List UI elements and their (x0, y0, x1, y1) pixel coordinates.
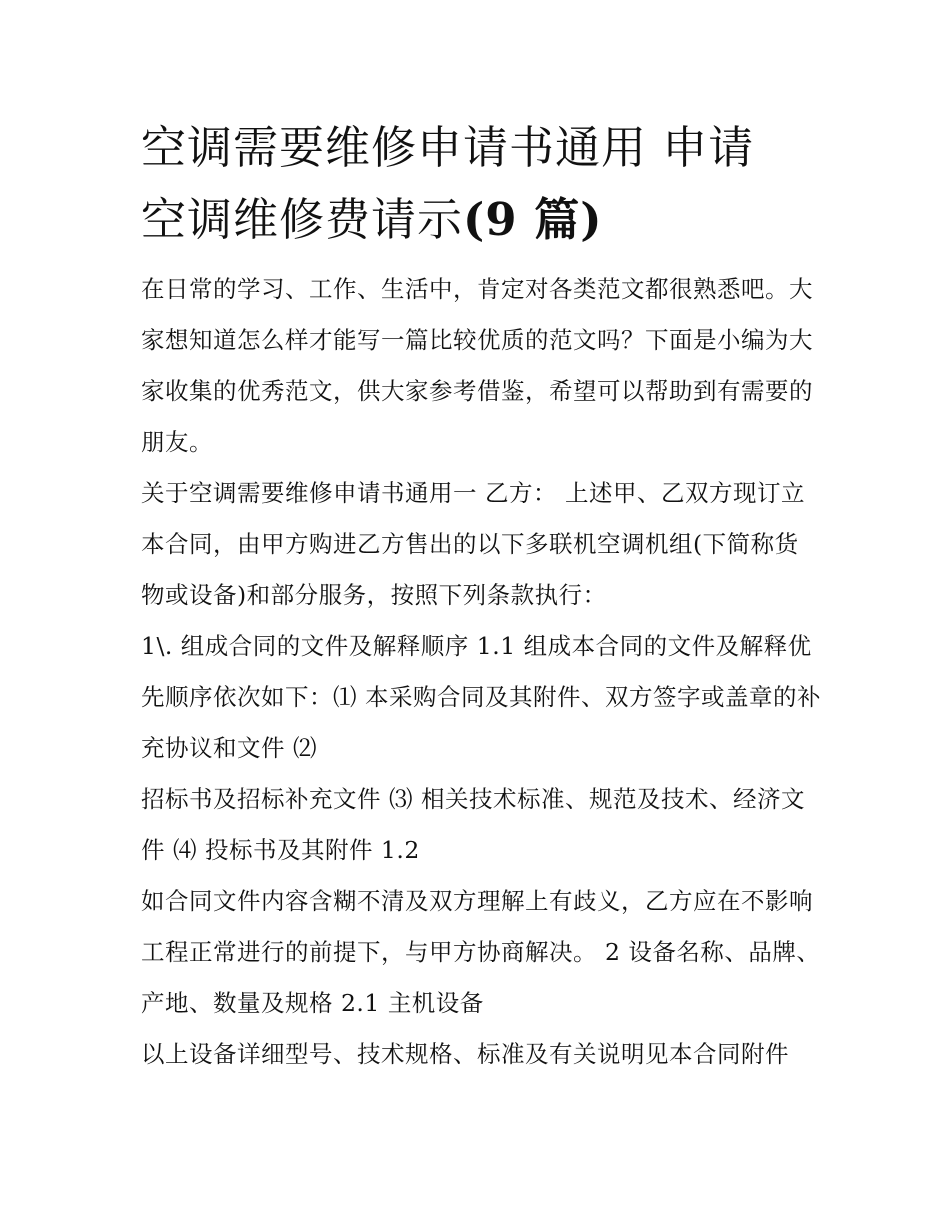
document-page (141, 112, 821, 1080)
body-paragraph: 招标书及招标补充文件 ⑶ 相关技术标准、规范及技术、经济文件 ⑷ 投标书及其附件 1.2 (141, 785, 805, 864)
document-title (141, 112, 821, 256)
body-paragraph: 以上设备详细型号、技术规格、标准及有关说明见本合同附件 (141, 1040, 789, 1068)
title-line-1: 空调需要维修申请书通用 申请 (141, 121, 755, 174)
body-paragraph: 1\. 组成合同的文件及解释顺序 1.1 组成本合同的文件及解释优先顺序依次如下：⑴ 本采购合同及其附件、双方签字或盖章的补充协议和文件 ⑵ (141, 632, 821, 762)
body-paragraph: 如合同文件内容含糊不清及双方理解上有歧义，乙方应在不影响工程正常进行的前提下，与甲方协商解决。 2 设备名称、品牌、产地、数量及规格 2.1 主机设备 (141, 887, 821, 1017)
body-paragraph: 关于空调需要维修申请书通用一 乙方： 上述甲、乙双方现订立本合同，由甲方购进乙方售出的以下多联机空调机组(下简称货物或设备)和部分服务，按照下列条款执行： (141, 479, 805, 609)
title-line-2-count: (9 篇) (463, 193, 603, 246)
intro-paragraph: 在日常的学习、工作、生活中，肯定对各类范文都很熟悉吧。大家想知道怎么样才能写一篇比较优质的范文吗？下面是小编为大家收集的优秀范文，供大家参考借鉴，希望可以帮助到有需要的朋友。 (141, 275, 813, 456)
title-line-2-text: 空调维修费请示 (141, 193, 464, 246)
